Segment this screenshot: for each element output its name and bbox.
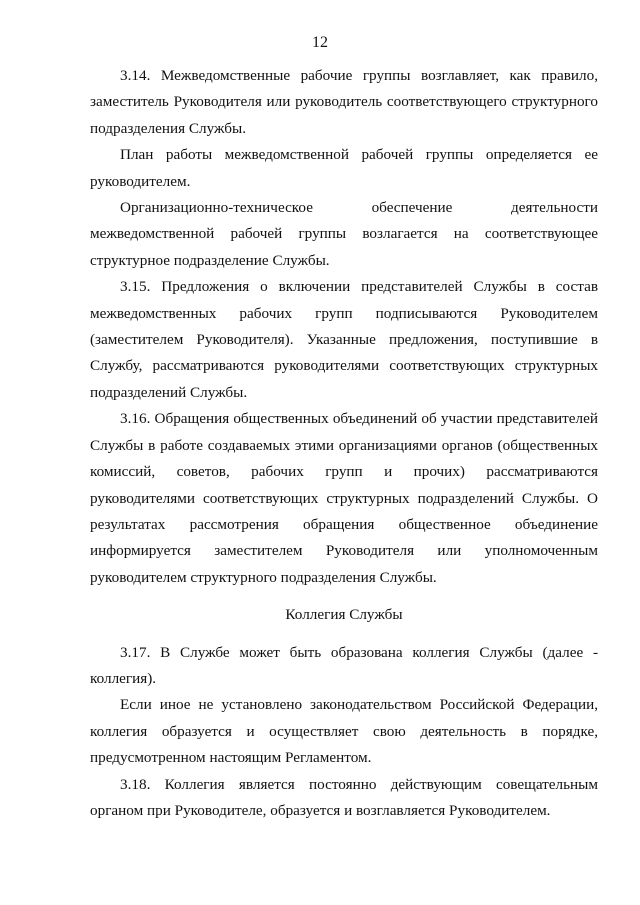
paragraph-3-14: 3.14. Межведомственные рабочие группы возглавляет, как правило, заместитель Руководителя или руководитель соответствующего структурного подразделения Службы. (90, 67, 598, 137)
paragraph-3-17: 3.17. В Службе может быть образована коллегия Службы (далее - коллегия). (90, 643, 598, 687)
document-body (90, 63, 598, 824)
page-number: 12 (312, 34, 328, 51)
paragraph-collegium-activity: Если иное не установлено законодательством Российской Федерации, коллегия образуется и осуществляет свою деятельность в порядке, предусмотренном настоящим Регламентом. (90, 696, 598, 767)
paragraph-3-16: 3.16. Обращения общественных объединений об участии представителей Службы в работе создаваемых этими организациями органов (общественных комиссий, советов, рабочих групп и прочих) рассматриваются руководителями соответствующих структурных подразделений Службы. О результатах рассмотрения обращения общественное объединение информируется заместителем Руководителя или уполномоченным руководителем структурного подразделения Службы. (90, 410, 598, 586)
section-heading: Коллегия Службы (285, 606, 403, 624)
paragraph-3-18: 3.18. Коллегия является постоянно действующим совещательным органом при Руководителе, образуется и возглавляется Руководителем. (90, 775, 598, 819)
paragraph-technical-support: Организационно-техническое обеспечение деятельности межведомственной рабочей группы возлагается на соответствующее структурное подразделение Службы. (90, 199, 598, 269)
paragraph-3-15: 3.15. Предложения о включении представителей Службы в состав межведомственных рабочих групп подписываются Руководителем (заместителем Руководителя). Указанные предложения, поступившие в Службу, рассматриваются руководителями соответствующих структурных подразделений Службы. (90, 278, 598, 401)
paragraph-work-plan: План работы межведомственной рабочей группы определяется ее руководителем. (90, 146, 598, 190)
